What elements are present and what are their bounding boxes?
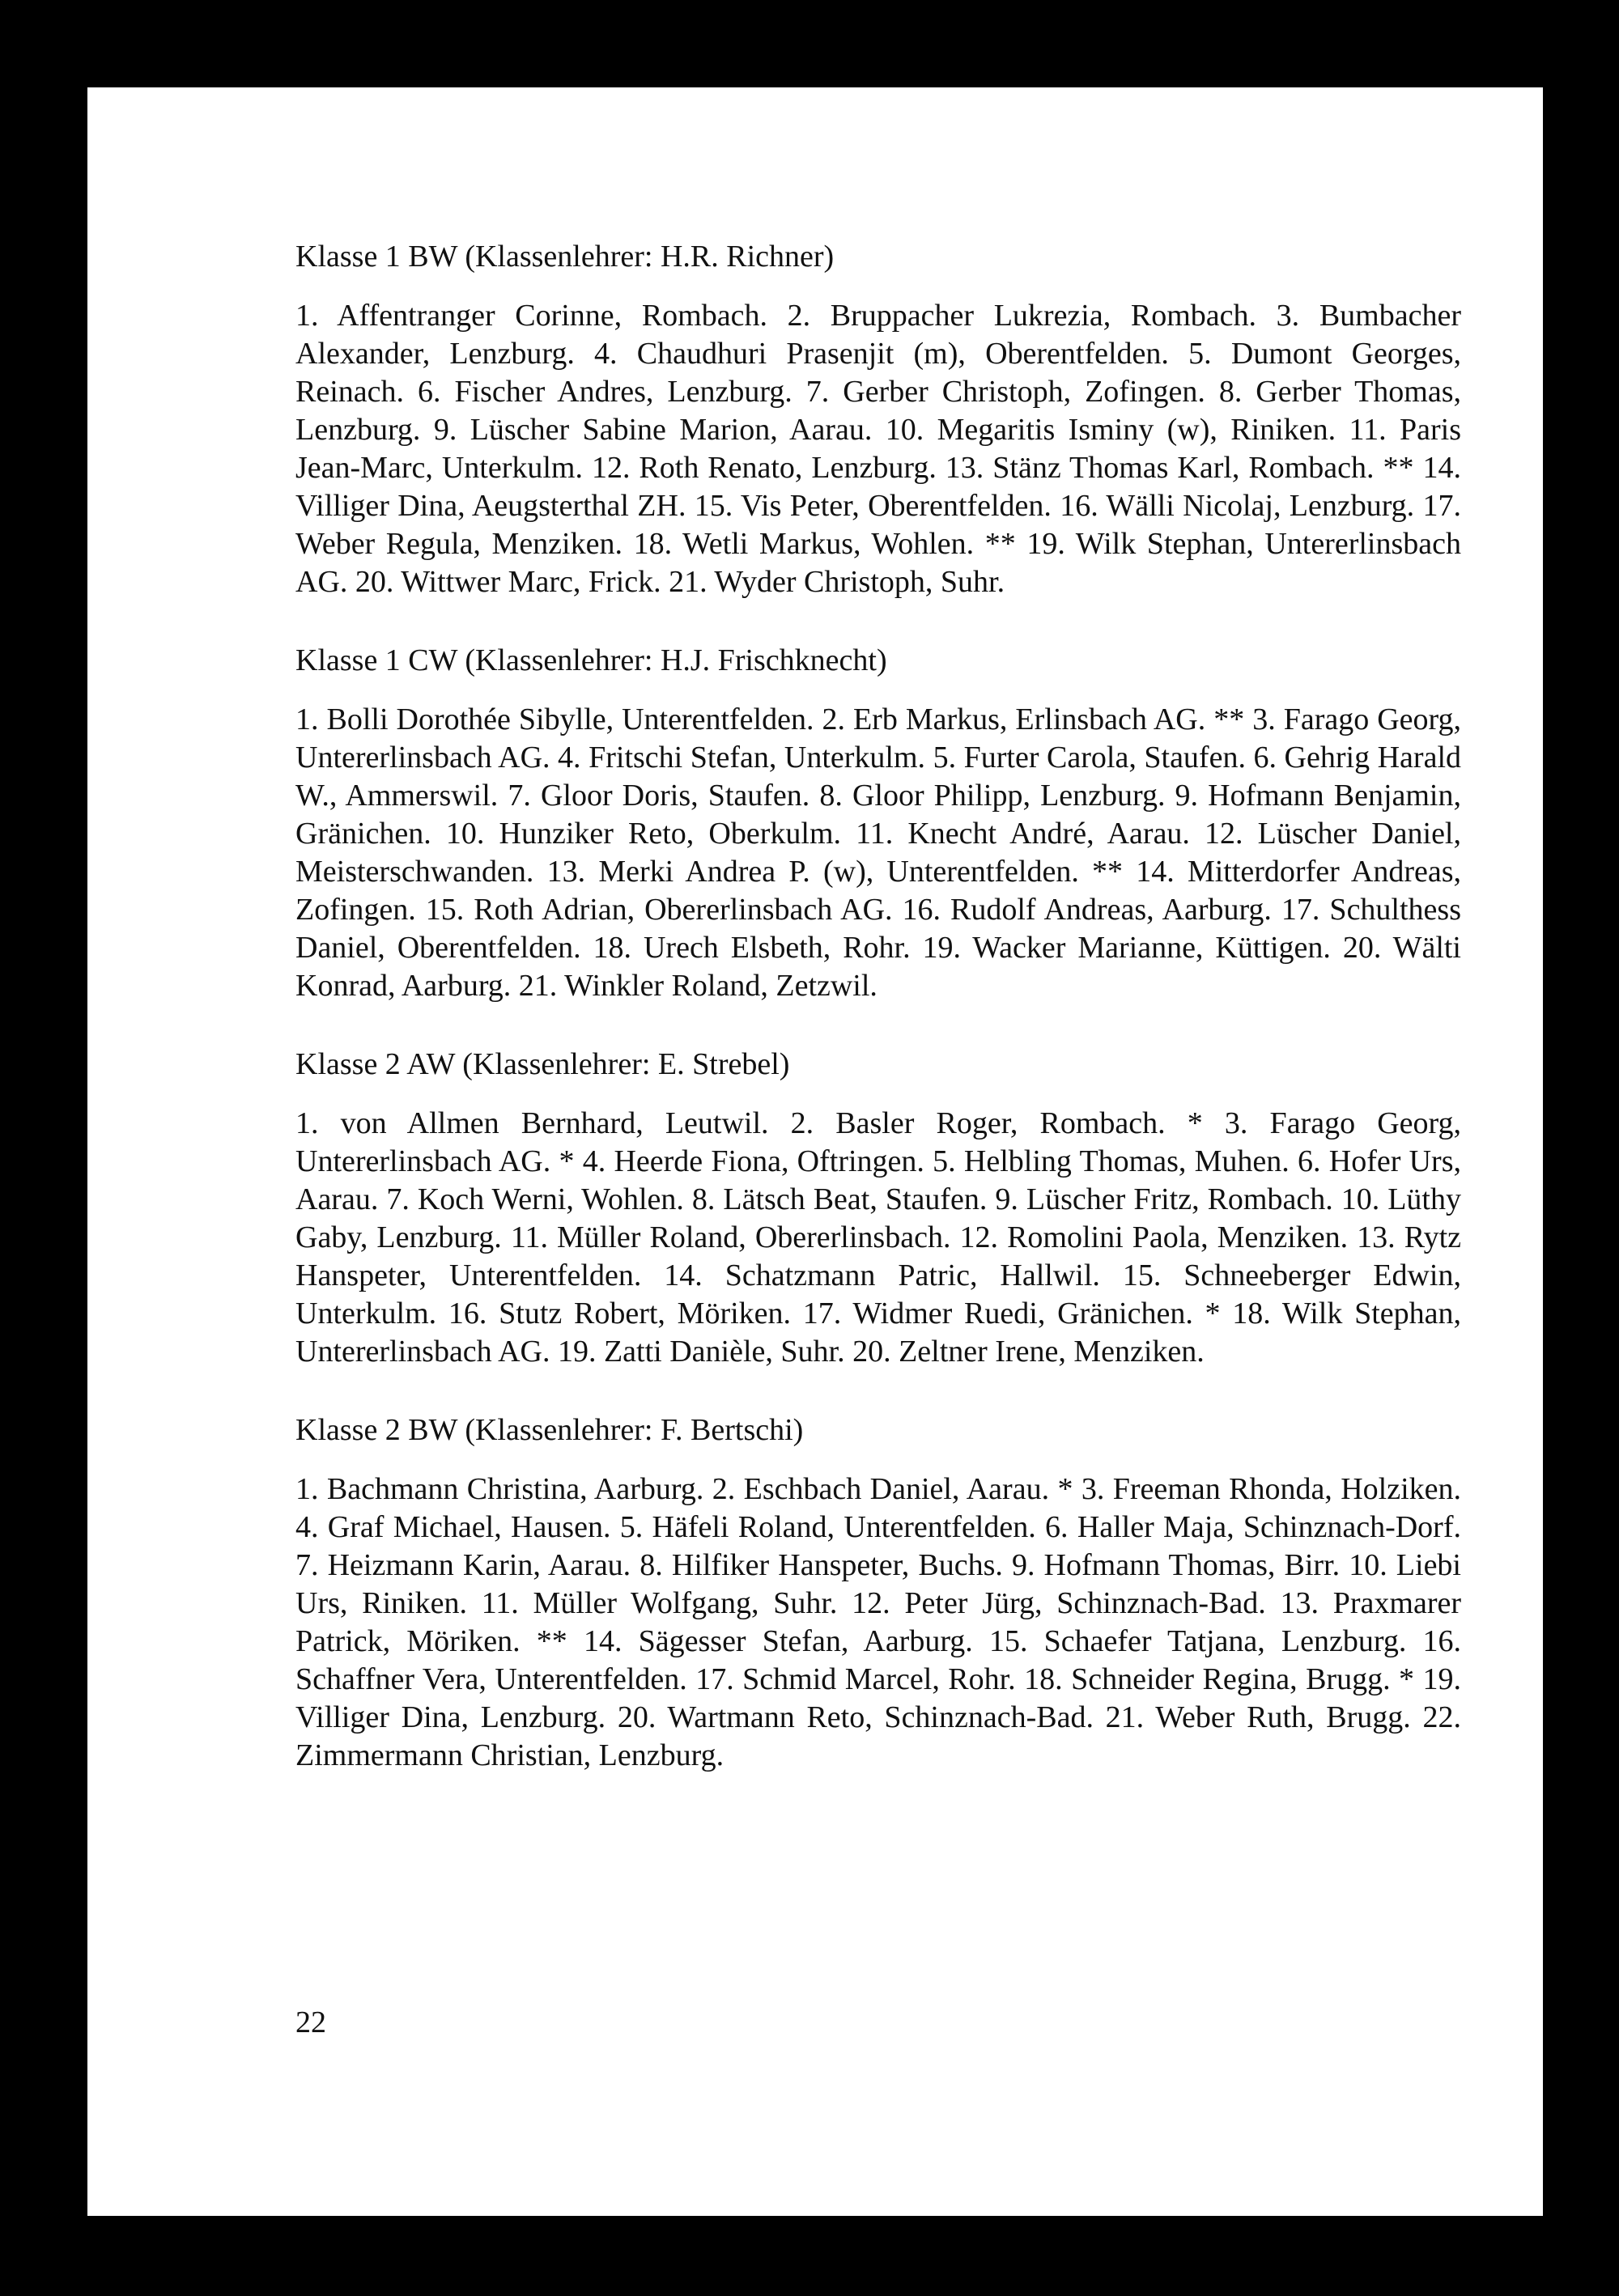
student-list: 1. von Allmen Bernhard, Leutwil. 2. Basler Roger, Rombach. * 3. Farago Georg, Untererlinsbach AG. * 4. Heerde Fiona, Oftringen. 5. Helbling Thomas, Muhen. 6. Hofer Urs, Aarau. 7. Koch Werni, Wohlen. 8. Lätsch Beat, Staufen. 9. Lüscher Fritz, Rombach. 10. Lüthy Gaby, Lenzburg. 11. Müller Roland, Obererlinsbach. 12. Romolini Paola, Menziken. 13. Rytz Hanspeter, Unterentfelden. 14. Schatzmann Patric, Hallwil. 15. Schneeberger Edwin, Unterkulm. 16. Stutz Robert, Möriken. 17. Widmer Ruedi, Gränichen. * 18. Wilk Stephan, Untererlinsbach AG. 19. Zatti Danièle, Suhr. 20. Zeltner Irene, Menziken. xyxy=(295,1106,1461,1369)
section-heading: Klasse 2 BW (Klassenlehrer: F. Bertschi) xyxy=(295,1413,804,1447)
student-list: 1. Bolli Dorothée Sibylle, Unterentfelden. 2. Erb Markus, Erlinsbach AG. ** 3. Farago Georg, Untererlinsbach AG. 4. Fritschi Stefan, Unterkulm. 5. Furter Carola, Staufen. 6. Gehrig Harald W., Ammerswil. 7. Gloor Doris, Staufen. 8. Gloor Philipp, Lenzburg. 9. Hofmann Benjamin, Gränichen. 10. Hunziker Reto, Oberkulm. 11. Knecht André, Aarau. 12. Lüscher Daniel, Meisterschwanden. 13. Merki Andrea P. (w), Unterentfelden. ** 14. Mitterdorfer Andreas, Zofingen. 15. Roth Adrian, Obererlinsbach AG. 16. Rudolf Andreas, Aarburg. 17. Schulthess Daniel, Oberentfelden. 18. Urech Elsbeth, Rohr. 19. Wacker Marianne, Küttigen. 20. Wälti Konrad, Aarburg. 21. Winkler Roland, Zetzwil. xyxy=(295,702,1461,1003)
class-section-2aw xyxy=(295,1046,1461,1371)
page-content xyxy=(295,238,1461,1775)
class-section-1bw xyxy=(295,238,1461,601)
section-heading: Klasse 1 CW (Klassenlehrer: H.J. Frischknecht) xyxy=(295,643,887,677)
student-list: 1. Affentranger Corinne, Rombach. 2. Bruppacher Lukrezia, Rombach. 3. Bumbacher Alexander, Lenzburg. 4. Chaudhuri Prasenjit (m), Oberentfelden. 5. Dumont Georges, Reinach. 6. Fischer Andres, Lenzburg. 7. Gerber Christoph, Zofingen. 8. Gerber Thomas, Lenzburg. 9. Lüscher Sabine Marion, Aarau. 10. Megaritis Isminy (w), Riniken. 11. Paris Jean-Marc, Unterkulm. 12. Roth Renato, Lenzburg. 13. Stänz Thomas Karl, Rombach. ** 14. Villiger Dina, Aeugsterthal ZH. 15. Vis Peter, Oberentfelden. 16. Wälli Nicolaj, Lenzburg. 17. Weber Regula, Menziken. 18. Wetli Markus, Wohlen. ** 19. Wilk Stephan, Untererlinsbach AG. 20. Wittwer Marc, Frick. 21. Wyder Christoph, Suhr. xyxy=(295,299,1461,599)
student-list: 1. Bachmann Christina, Aarburg. 2. Eschbach Daniel, Aarau. * 3. Freeman Rhonda, Holziken. 4. Graf Michael, Hausen. 5. Häfeli Roland, Unterentfelden. 6. Haller Maja, Schinznach-Dorf. 7. Heizmann Karin, Aarau. 8. Hilfiker Hanspeter, Buchs. 9. Hofmann Thomas, Birr. 10. Liebi Urs, Riniken. 11. Müller Wolfgang, Suhr. 12. Peter Jürg, Schinznach-Bad. 13. Praxmarer Patrick, Möriken. ** 14. Sägesser Stefan, Aarburg. 15. Schaefer Tatjana, Lenzburg. 16. Schaffner Vera, Unterentfelden. 17. Schmid Marcel, Rohr. 18. Schneider Regina, Brugg. * 19. Villiger Dina, Lenzburg. 20. Wartmann Reto, Schinznach-Bad. 21. Weber Ruth, Brugg. 22. Zimmermann Christian, Lenzburg. xyxy=(295,1472,1461,1772)
section-heading: Klasse 1 BW (Klassenlehrer: H.R. Richner) xyxy=(295,240,835,274)
class-section-2bw xyxy=(295,1411,1461,1775)
page-number: 22 xyxy=(295,2005,326,2039)
document-page xyxy=(87,87,1543,2216)
section-heading: Klasse 2 AW (Klassenlehrer: E. Strebel) xyxy=(295,1047,790,1081)
class-section-1cw xyxy=(295,642,1461,1005)
